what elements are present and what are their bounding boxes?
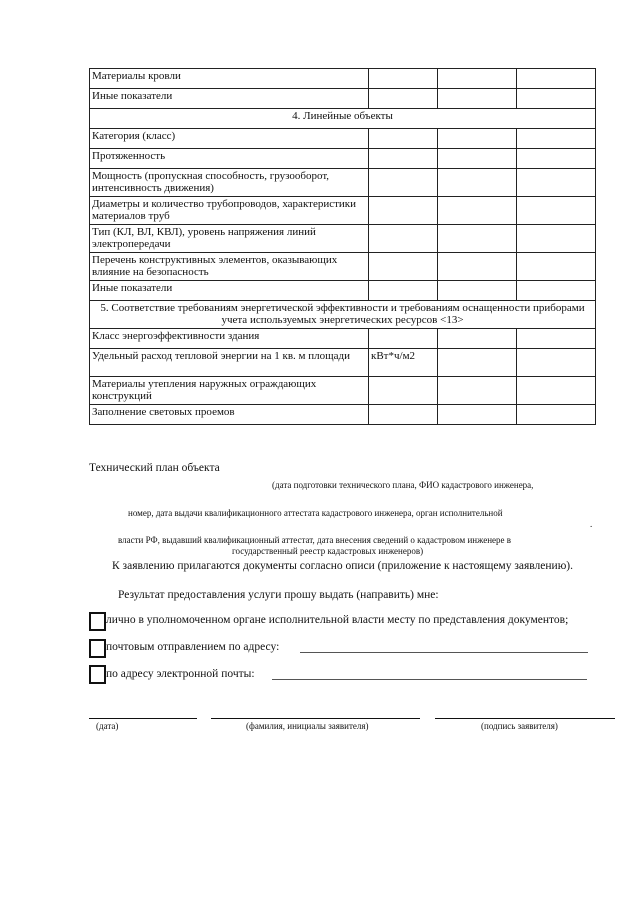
table-row [90, 253, 596, 281]
value-cell-2[interactable] [517, 197, 596, 225]
row-label: Удельный расход тепловой энергии на 1 кв. м площади [90, 349, 369, 377]
value-cell-1[interactable] [438, 281, 517, 301]
unit-cell[interactable] [369, 281, 438, 301]
option-email-checkbox[interactable] [89, 665, 106, 684]
unit-cell[interactable] [369, 169, 438, 197]
value-cell-1[interactable] [438, 169, 517, 197]
unit-cell[interactable] [369, 89, 438, 109]
value-cell-2[interactable] [517, 329, 596, 349]
table-row [90, 89, 596, 109]
unit-cell[interactable] [369, 253, 438, 281]
characteristics-table [89, 68, 596, 425]
tech-plan-dot: . [590, 519, 593, 529]
unit-cell[interactable] [369, 329, 438, 349]
value-cell-1[interactable] [438, 377, 517, 405]
name-line[interactable] [211, 718, 420, 719]
table-row [90, 377, 596, 405]
result-paragraph: Результат предоставления услуги прошу выдать (направить) мне: [118, 589, 439, 601]
value-cell-2[interactable] [517, 225, 596, 253]
tech-plan-note-3: власти РФ, выдавший квалификационный аттестат, дата внесения сведений о кадастровом инженере в [118, 535, 512, 545]
option-in-person-checkbox[interactable] [89, 612, 106, 631]
section-row [90, 301, 596, 329]
unit-cell[interactable] [369, 405, 438, 425]
date-caption: (дата) [96, 721, 119, 731]
tech-plan-note-4: государственный реестр кадастровых инженеров) [232, 546, 424, 556]
table-row [90, 169, 596, 197]
section-title: 4. Линейные объекты [90, 109, 596, 129]
unit-cell[interactable] [369, 149, 438, 169]
table-row [90, 149, 596, 169]
row-label: Иные показатели [90, 89, 369, 109]
unit-cell[interactable] [369, 197, 438, 225]
value-cell-1[interactable] [438, 89, 517, 109]
value-cell-2[interactable] [517, 149, 596, 169]
row-label: Перечень конструктивных элементов, оказывающих влияние на безопасность [90, 253, 369, 281]
tech-plan-note-2: номер, дата выдачи квалификационного аттестата кадастрового инженера, орган исполнительной [128, 508, 503, 518]
option-post-checkbox[interactable] [89, 639, 106, 658]
value-cell-2[interactable] [517, 377, 596, 405]
section-title: 5. Соответствие требованиям энергетической эффективности и требованиям оснащенности приборами учета используемых энергетических ресурсов <13> [90, 301, 596, 329]
date-line[interactable] [89, 718, 197, 719]
tech-plan-title: Технический план объекта [89, 462, 220, 474]
value-cell-1[interactable] [438, 349, 517, 377]
table-row [90, 329, 596, 349]
option-email-label: по адресу электронной почты: [106, 668, 255, 680]
row-label: Диаметры и количество трубопроводов, характеристики материалов труб [90, 197, 369, 225]
table-row [90, 405, 596, 425]
email-field[interactable] [272, 679, 587, 680]
value-cell-1[interactable] [438, 405, 517, 425]
table-row [90, 225, 596, 253]
row-label: Материалы утепления наружных ограждающих конструкций [90, 377, 369, 405]
signature-caption: (подпись заявителя) [481, 721, 558, 731]
value-cell-2[interactable] [517, 169, 596, 197]
value-cell-1[interactable] [438, 69, 517, 89]
unit-cell[interactable] [369, 129, 438, 149]
option-post-label: почтовым отправлением по адресу: [106, 641, 280, 653]
attachments-paragraph: К заявлению прилагаются документы согласно описи (приложение к настоящему заявлению). [112, 560, 573, 572]
value-cell-1[interactable] [438, 225, 517, 253]
name-caption: (фамилия, инициалы заявителя) [246, 721, 369, 731]
table-row [90, 281, 596, 301]
row-label: Материалы кровли [90, 69, 369, 89]
tech-plan-note-1: (дата подготовки технического плана, ФИО кадастрового инженера, [272, 480, 534, 490]
value-cell-2[interactable] [517, 69, 596, 89]
value-cell-2[interactable] [517, 89, 596, 109]
value-cell-2[interactable] [517, 253, 596, 281]
table-row [90, 69, 596, 89]
row-label: Класс энергоэффективности здания [90, 329, 369, 349]
section-row [90, 109, 596, 129]
value-cell-1[interactable] [438, 129, 517, 149]
value-cell-1[interactable] [438, 197, 517, 225]
table-row [90, 129, 596, 149]
row-label: Мощность (пропускная способность, грузооборот, интенсивность движения) [90, 169, 369, 197]
value-cell-2[interactable] [517, 405, 596, 425]
value-cell-2[interactable] [517, 281, 596, 301]
unit-cell[interactable] [369, 377, 438, 405]
value-cell-1[interactable] [438, 149, 517, 169]
row-label: Протяженность [90, 149, 369, 169]
value-cell-2[interactable] [517, 349, 596, 377]
post-address-field[interactable] [300, 652, 588, 653]
row-label: Иные показатели [90, 281, 369, 301]
unit-cell[interactable] [369, 69, 438, 89]
row-label: Заполнение световых проемов [90, 405, 369, 425]
row-label: Категория (класс) [90, 129, 369, 149]
value-cell-1[interactable] [438, 253, 517, 281]
value-cell-1[interactable] [438, 329, 517, 349]
unit-cell[interactable] [369, 225, 438, 253]
option-in-person-label: лично в уполномоченном органе исполнительной власти месту по представления документов; [106, 614, 569, 626]
signature-line[interactable] [435, 718, 615, 719]
row-label: Тип (КЛ, ВЛ, КВЛ), уровень напряжения линий электропередачи [90, 225, 369, 253]
table-row [90, 197, 596, 225]
unit-cell[interactable]: кВт*ч/м2 [369, 349, 438, 377]
table-row [90, 349, 596, 377]
value-cell-2[interactable] [517, 129, 596, 149]
